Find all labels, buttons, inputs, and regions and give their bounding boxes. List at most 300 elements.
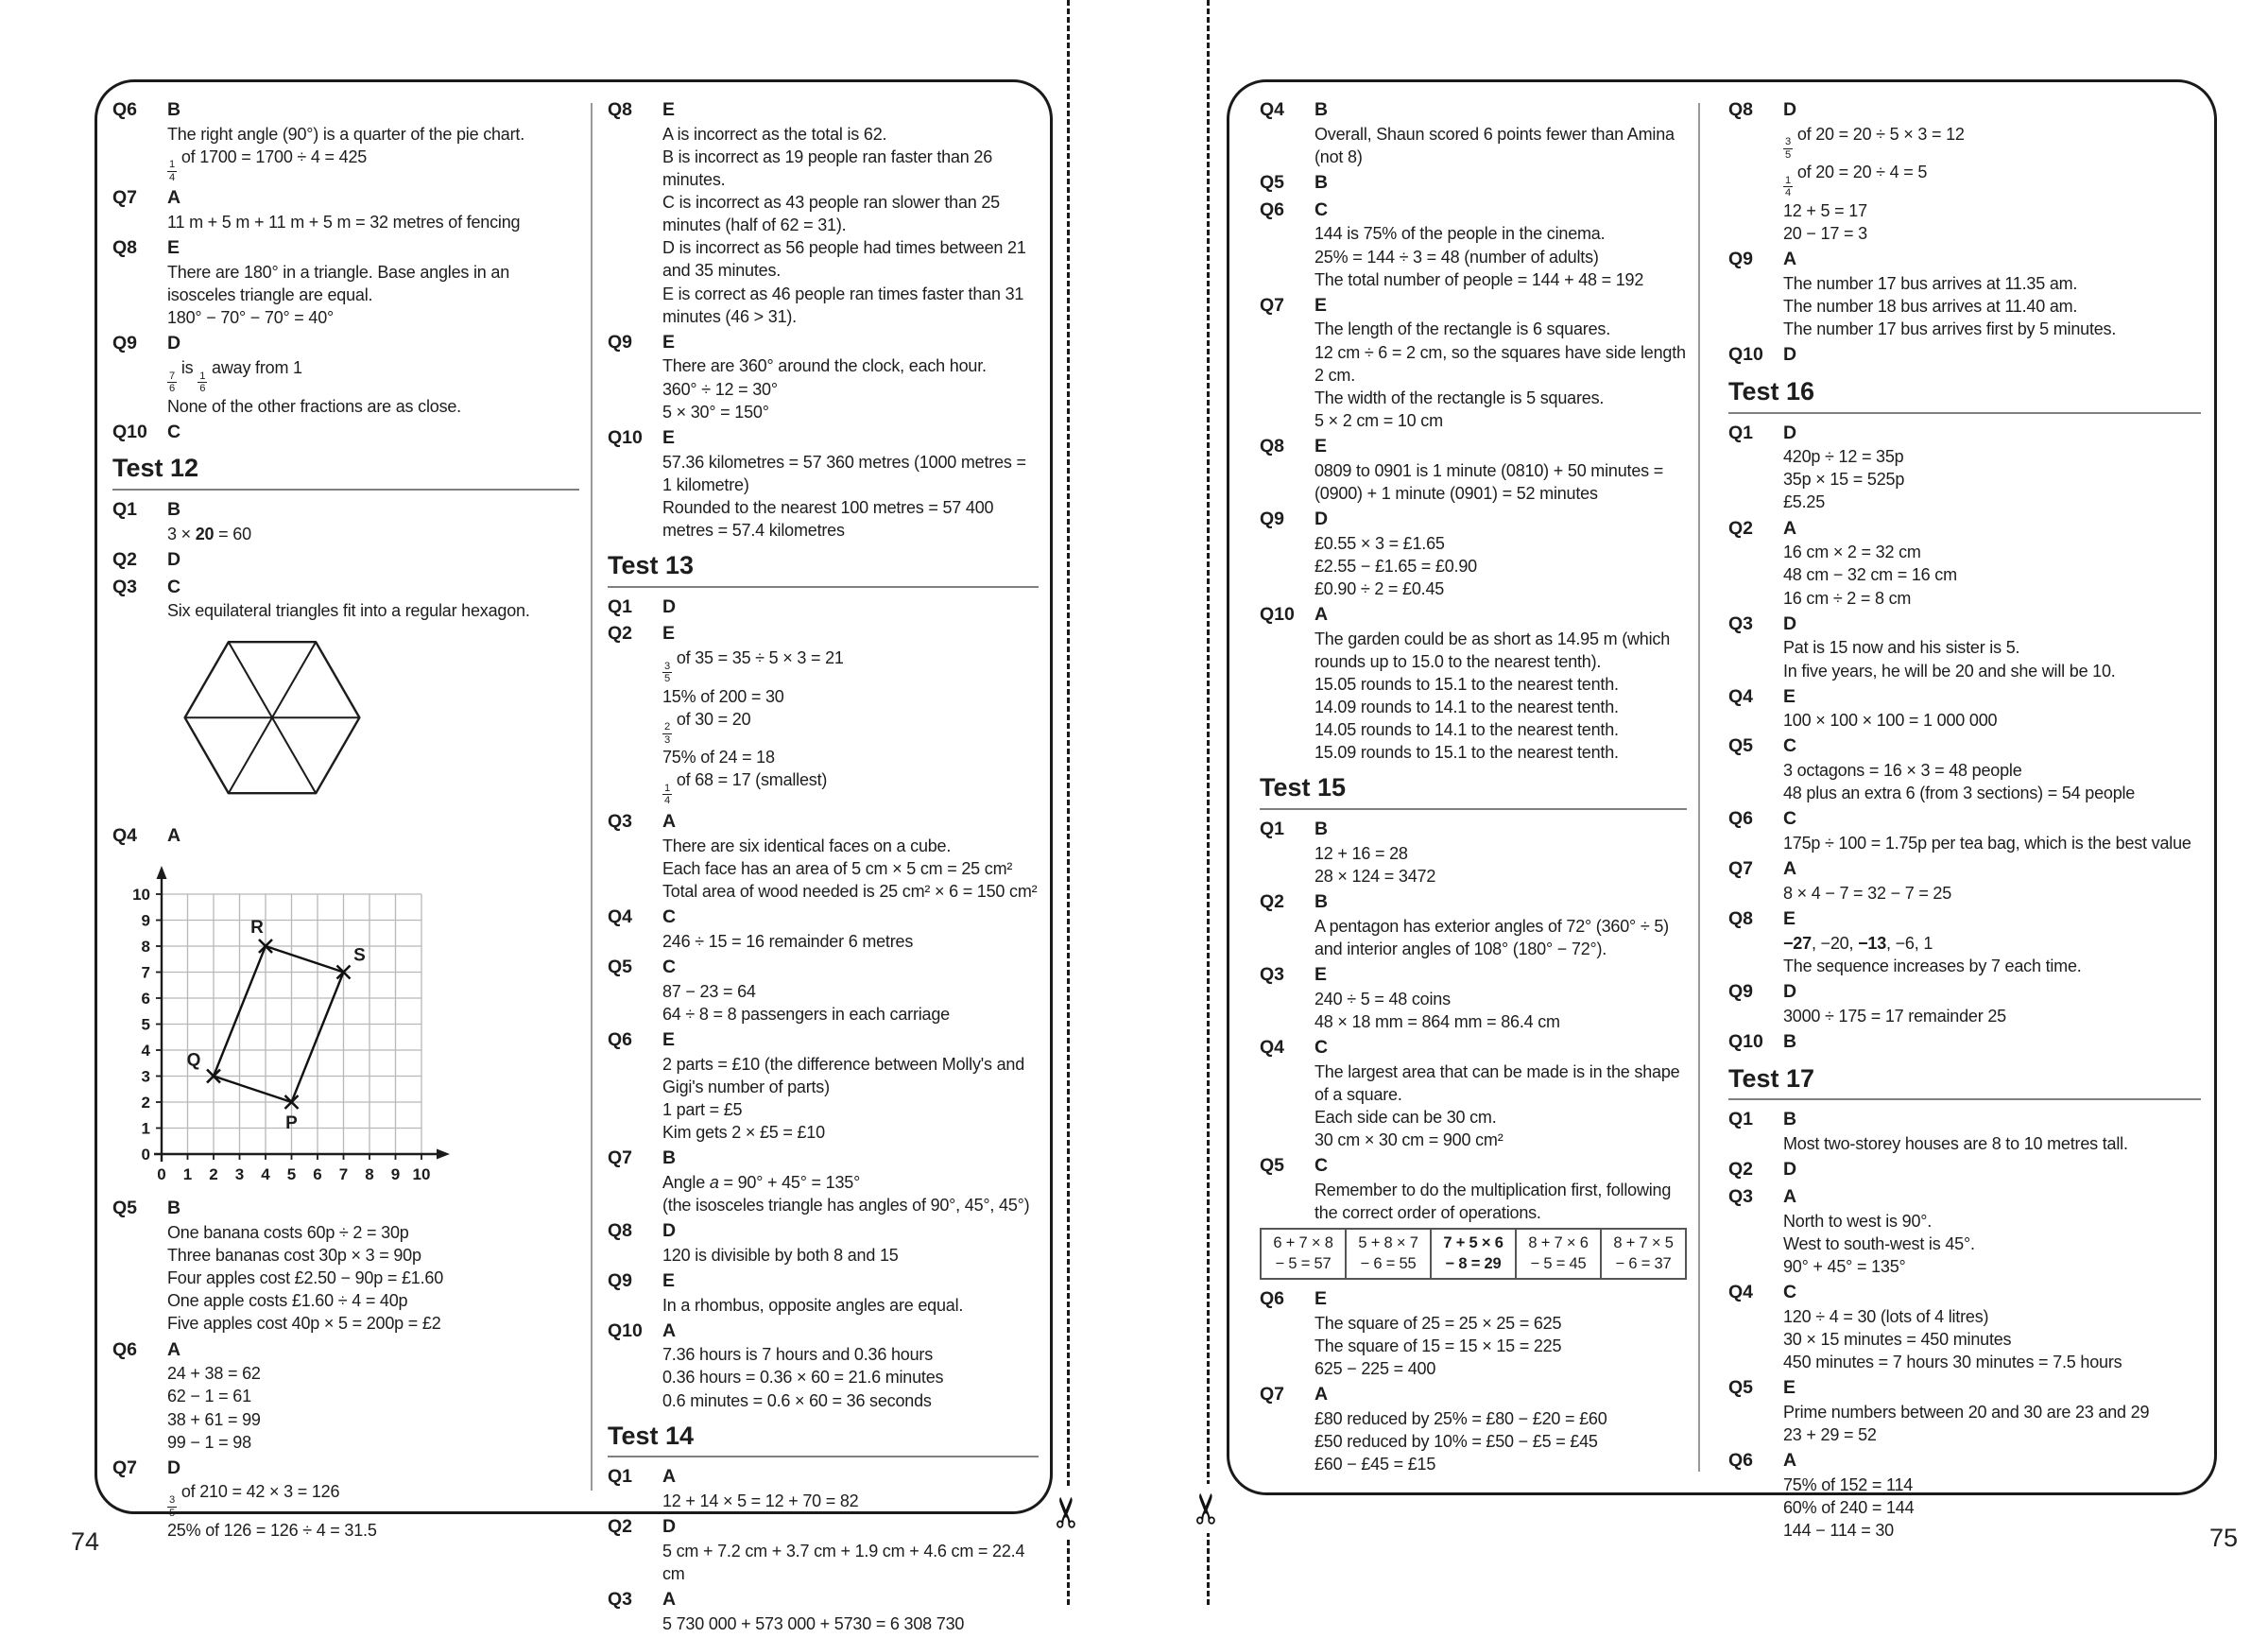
answer-letter: D: [662, 595, 677, 617]
question-number: Q10: [1260, 604, 1295, 626]
answer-item: [1260, 294, 1687, 432]
explanation-line: C is incorrect as 43 people ran slower than 25 minutes (half of 62 = 31).: [662, 193, 1000, 235]
question-number: Q10: [608, 426, 643, 448]
answer-item: [112, 236, 579, 329]
answer-item: [1728, 422, 2201, 514]
explanation-line: 11 m + 5 m + 11 m + 5 m = 32 metres of fencing: [167, 213, 521, 233]
answer-body: [662, 1028, 1039, 1144]
answer-item: [1728, 1108, 2201, 1155]
answer-item: [1728, 1449, 2201, 1542]
answer-body: [662, 595, 1039, 620]
explanation-line: $\frac{1}{4}$ of 1700 = 1700 ÷ 4 = 425: [169, 147, 368, 183]
answer-letter: C: [1314, 198, 1329, 220]
question-number: Q6: [1728, 1449, 1754, 1471]
answer-letter: C: [662, 956, 677, 977]
answers-column-1: [112, 97, 579, 1544]
explanation-line: £80 reduced by 25% = £80 − £20 = £60: [1314, 1408, 1607, 1428]
answer-item: [608, 595, 1039, 620]
answer-letter: E: [662, 331, 676, 353]
answer-item: [112, 1197, 579, 1335]
explanation-line: 120 is divisible by both 8 and 15: [662, 1245, 899, 1265]
answer-item: [608, 956, 1039, 1026]
answer-body: [1314, 435, 1687, 505]
explanation-line: West to south-west is 45°.: [1783, 1233, 1975, 1253]
fraction: $\frac{2}{3}$: [664, 721, 671, 746]
fraction: $\frac{3}{5}$: [169, 1494, 176, 1519]
answer-letter: C: [167, 576, 181, 597]
explanation-line: $\frac{1}{4}$ of 20 = 20 ÷ 4 = 5: [1785, 163, 1928, 199]
svg-text:8: 8: [365, 1165, 374, 1184]
question-number: Q5: [112, 1198, 138, 1219]
answer-letter: E: [1314, 1287, 1328, 1309]
answer-body: [1314, 963, 1687, 1033]
answer-letter: D: [167, 1457, 181, 1478]
answer-letter: B: [1314, 819, 1329, 840]
explanation-line: 23 + 29 = 52: [1783, 1424, 1877, 1444]
question-number: Q4: [112, 824, 138, 846]
coordinate-grid-diagram: [124, 853, 579, 1189]
answer-body: [1314, 1383, 1687, 1475]
explanation-line: 28 × 124 = 3472: [1314, 866, 1436, 886]
answer-item: [1260, 1287, 1687, 1380]
answer-body: [1783, 343, 2201, 368]
table-cell: 7 + 5 × 6 − 8 = 29: [1431, 1229, 1516, 1279]
answer-item: [608, 1465, 1039, 1512]
explanation-line: 38 + 61 = 99: [167, 1409, 261, 1429]
test-section-header: Test 14: [608, 1415, 1039, 1458]
question-number: Q6: [1260, 198, 1285, 220]
answers-column-3: [1260, 97, 1687, 1478]
scissors-icon: ✂: [1043, 1488, 1092, 1537]
explanation-line: 246 ÷ 15 = 16 remainder 6 metres: [662, 931, 914, 951]
svg-text:7: 7: [338, 1165, 349, 1184]
svg-text:4: 4: [141, 1042, 150, 1060]
answer-body: [1314, 1154, 1687, 1224]
svg-text:R: R: [250, 918, 264, 939]
answer-body: [1783, 980, 2201, 1027]
answer-letter: D: [1783, 422, 1797, 443]
question-number: Q4: [1260, 1036, 1285, 1058]
explanation-line: £0.55 × 3 = £1.65: [1314, 533, 1445, 553]
answer-item: [608, 426, 1039, 542]
answer-letter: B: [167, 99, 181, 120]
question-number: Q8: [112, 237, 138, 259]
svg-text:5: 5: [141, 1015, 150, 1034]
answer-item: [608, 1147, 1039, 1216]
explanation-line: 14.09 rounds to 14.1 to the nearest tenth.: [1314, 698, 1619, 717]
explanation-line: (the isosceles triangle has angles of 90°, 45°, 45°): [662, 1195, 1030, 1215]
explanation-line: The garden could be as short as 14.95 m (which rounds up to 15.0 to the nearest tenth).: [1314, 629, 1671, 671]
explanation-line: The right angle (90°) is a quarter of the pie chart.: [167, 124, 525, 144]
answer-item: [1728, 907, 2201, 977]
svg-text:3: 3: [234, 1165, 245, 1184]
explanation-line: 5 cm + 7.2 cm + 3.7 cm + 1.9 cm + 4.6 cm = 22.4 cm: [662, 1541, 1025, 1584]
explanation-line: 360° ÷ 12 = 30°: [662, 379, 778, 399]
explanation-line: £60 − £45 = £15: [1314, 1455, 1436, 1474]
explanation-line: 5 × 2 cm = 10 cm: [1314, 410, 1443, 430]
answer-body: [167, 498, 579, 545]
explanation-line: $\frac{1}{4}$ of 68 = 17 (smallest): [664, 770, 828, 807]
answer-body: [167, 576, 579, 623]
answer-item: [1260, 963, 1687, 1033]
answer-body: [1783, 685, 2201, 733]
answer-body: [662, 1588, 1039, 1635]
explanation-line: $\frac{3}{5}$ of 20 = 20 ÷ 5 × 3 = 12: [1785, 124, 1965, 161]
answer-letter: A: [167, 187, 181, 209]
fraction: $\frac{1}{6}$: [199, 370, 206, 395]
explanation-line: Angle a = 90° + 45° = 135°: [662, 1172, 861, 1192]
answer-body: [662, 98, 1039, 328]
answer-body: [662, 810, 1039, 903]
explanation-line: 5 × 30° = 150°: [662, 402, 769, 422]
svg-text:2: 2: [141, 1094, 150, 1112]
answer-item: [1728, 1030, 2201, 1055]
answer-item: [1728, 857, 2201, 905]
question-number: Q7: [1260, 1384, 1285, 1405]
question-number: Q1: [1260, 819, 1285, 840]
question-number: Q2: [1260, 891, 1285, 913]
answer-item: [1728, 612, 2201, 682]
answer-item: [1260, 98, 1687, 168]
answer-body: [1783, 857, 2201, 905]
answer-body: [167, 548, 579, 573]
answer-letter: D: [1783, 612, 1797, 634]
explanation-line: The length of the rectangle is 6 squares.: [1314, 319, 1610, 339]
explanation-line: 30 × 15 minutes = 450 minutes: [1783, 1329, 2012, 1349]
answer-letter: C: [1314, 1036, 1329, 1058]
answer-letter: E: [662, 1269, 676, 1291]
question-number: Q1: [608, 1466, 633, 1488]
explanation-line: Pat is 15 now and his sister is 5.: [1783, 638, 2020, 658]
answer-letter: D: [1783, 344, 1797, 366]
explanation-line: $\frac{3}{5}$ of 210 = 42 × 3 = 126: [169, 1482, 340, 1519]
answer-item: [112, 498, 579, 545]
answer-body: [1314, 98, 1687, 168]
question-number: Q6: [608, 1028, 633, 1050]
explanation-line: 1 part = £5: [662, 1099, 743, 1119]
answer-item: [608, 98, 1039, 328]
answer-item: [1260, 171, 1687, 196]
explanation-line: 12 + 14 × 5 = 12 + 70 = 82: [662, 1491, 859, 1511]
svg-text:8: 8: [141, 938, 150, 957]
svg-text:1: 1: [182, 1165, 193, 1184]
answer-item: [1260, 198, 1687, 291]
explanation-line: 175p ÷ 100 = 1.75p per tea bag, which is the best value: [1783, 834, 2191, 853]
answer-body: [1783, 517, 2201, 610]
question-number: Q9: [1728, 981, 1754, 1003]
answer-letter: A: [1314, 1384, 1329, 1405]
answer-letter: A: [1783, 1449, 1797, 1471]
answer-body: [662, 1465, 1039, 1512]
explanation-line: The number 18 bus arrives at 11.40 am.: [1783, 296, 2078, 316]
answer-letter: B: [1783, 1030, 1797, 1052]
answer-letter: A: [1314, 604, 1329, 626]
answer-body: [1314, 171, 1687, 196]
question-number: Q7: [112, 187, 138, 209]
question-number: Q6: [112, 1338, 138, 1360]
explanation-line: None of the other fractions are as close.: [167, 396, 461, 416]
explanation-line: 100 × 100 × 100 = 1 000 000: [1783, 711, 1998, 731]
answer-body: [1783, 422, 2201, 514]
svg-text:10: 10: [132, 886, 150, 905]
answer-letter: B: [662, 1147, 677, 1168]
question-number: Q4: [1260, 99, 1285, 120]
explanation-line: Remember to do the multiplication first, following the correct order of operations.: [1314, 1180, 1672, 1222]
question-number: Q8: [608, 1219, 633, 1241]
explanation-line: 48 plus an extra 6 (from 3 sections) = 54 people: [1783, 784, 2136, 803]
answer-item: [112, 186, 579, 233]
page-number-right: 75: [2209, 1524, 2239, 1552]
explanation-line: The square of 25 = 25 × 25 = 625: [1314, 1313, 1562, 1333]
svg-text:3: 3: [141, 1067, 150, 1086]
answer-body: [662, 1269, 1039, 1317]
explanation-line: £50 reduced by 10% = £50 − £5 = £45: [1314, 1431, 1598, 1451]
explanation-line: 35p × 15 = 525p: [1783, 470, 1905, 490]
answer-body: [1783, 734, 2201, 804]
table-row: [1261, 1229, 1686, 1279]
explanation-line: 120 ÷ 4 = 30 (lots of 4 litres): [1783, 1306, 1989, 1326]
explanation-line: In five years, he will be 20 and she will be 10.: [1783, 661, 2116, 681]
explanation-line: 12 cm ÷ 6 = 2 cm, so the squares have side length 2 cm.: [1314, 342, 1686, 385]
question-number: Q5: [1728, 735, 1754, 757]
answer-body: [662, 426, 1039, 542]
question-number: Q5: [1260, 171, 1285, 193]
answer-item: [1728, 248, 2201, 340]
explanation-line: 12 + 5 = 17: [1783, 200, 1867, 220]
answer-body: [662, 1219, 1039, 1267]
explanation-line: 20 − 17 = 3: [1783, 223, 1867, 243]
answer-body: [1314, 294, 1687, 432]
answer-item: [608, 1588, 1039, 1635]
question-number: Q3: [1260, 964, 1285, 986]
answer-letter: B: [167, 499, 181, 521]
test-section-header: Test 15: [1260, 767, 1687, 810]
explanation-line: 15.09 rounds to 15.1 to the nearest tenth.: [1314, 743, 1619, 763]
explanation-line: 180° − 70° − 70° = 40°: [167, 308, 335, 328]
answer-letter: A: [662, 810, 677, 832]
answer-letter: C: [1783, 735, 1797, 757]
explanation-line: E is correct as 46 people ran times faster than 31 minutes (46 > 31).: [662, 284, 1024, 326]
explanation-line: 62 − 1 = 61: [167, 1387, 251, 1406]
question-number: Q1: [112, 499, 138, 521]
fraction: $\frac{1}{4}$: [1785, 174, 1792, 199]
question-number: Q2: [608, 1516, 633, 1538]
answer-body: [167, 186, 579, 233]
answer-letter: E: [1783, 908, 1796, 930]
question-number: Q8: [1728, 908, 1754, 930]
svg-text:0: 0: [157, 1165, 166, 1184]
explanation-line: Total area of wood needed is 25 cm² × 6 = 150 cm²: [662, 881, 1038, 901]
explanation-line: North to west is 90°.: [1783, 1211, 1933, 1231]
answer-body: [1314, 1036, 1687, 1151]
svg-text:9: 9: [390, 1165, 401, 1184]
answer-item: [608, 1319, 1039, 1412]
answer-letter: A: [662, 1319, 677, 1341]
answer-letter: E: [1314, 294, 1328, 316]
answer-item: [112, 421, 579, 445]
answer-item: [608, 331, 1039, 423]
answer-item: [1260, 1154, 1687, 1224]
svg-text:S: S: [353, 945, 366, 966]
answer-letter: E: [1783, 685, 1796, 707]
question-number: Q3: [1728, 1185, 1754, 1207]
question-number: Q9: [1260, 508, 1285, 529]
answer-item: [608, 1515, 1039, 1585]
answer-body: [1783, 248, 2201, 340]
answer-body: [1783, 1158, 2201, 1182]
answer-body: [167, 98, 579, 183]
explanation-line: In a rhombus, opposite angles are equal.: [662, 1295, 964, 1315]
answer-body: [662, 1515, 1039, 1585]
explanation-line: 16 cm ÷ 2 = 8 cm: [1783, 588, 1912, 608]
answer-item: [1260, 818, 1687, 888]
cut-line-right: [1207, 0, 1210, 1605]
answer-item: [1260, 890, 1687, 960]
answer-letter: A: [1783, 1185, 1797, 1207]
explanation-line: 48 cm − 32 cm = 16 cm: [1783, 565, 1957, 585]
answer-letter: A: [662, 1466, 677, 1488]
hexagon-figure: [167, 629, 377, 812]
answer-body: [662, 1319, 1039, 1412]
question-number: Q7: [608, 1147, 633, 1168]
explanation-line: The sequence increases by 7 each time.: [1783, 956, 2082, 975]
explanation-line: 12 + 16 = 28: [1314, 843, 1408, 863]
question-number: Q3: [1728, 612, 1754, 634]
table-cell: 8 + 7 × 6 − 5 = 45: [1516, 1229, 1601, 1279]
explanation-line: 57.36 kilometres = 57 360 metres (1000 metres = 1 kilometre): [662, 452, 1026, 494]
answer-letter: E: [662, 426, 676, 448]
explanation-line: $\frac{7}{6}$ is $\frac{1}{6}$ away from 1: [169, 358, 302, 395]
explanation-line: There are 180° in a triangle. Base angles in an isosceles triangle are equal.: [167, 262, 510, 305]
column-divider: [1698, 103, 1700, 1472]
svg-text:7: 7: [141, 963, 150, 982]
svg-text:1: 1: [141, 1119, 150, 1138]
question-number: Q9: [1728, 249, 1754, 270]
page-right: [1227, 79, 2217, 1540]
answer-letter: A: [1783, 249, 1797, 270]
answer-item: [1728, 343, 2201, 368]
question-number: Q10: [1728, 1030, 1763, 1052]
question-number: Q6: [1260, 1287, 1285, 1309]
answer-letter: C: [1314, 1155, 1329, 1177]
answer-body: [1783, 1281, 2201, 1373]
explanation-line: The width of the rectangle is 5 squares.: [1314, 388, 1605, 407]
answer-item: [1728, 1185, 2201, 1278]
svg-text:0: 0: [141, 1146, 150, 1164]
answer-body: [1314, 508, 1687, 600]
answer-item: [1728, 1158, 2201, 1182]
explanation-line: Kim gets 2 × £5 = £10: [662, 1122, 825, 1142]
order-of-operations-table: [1260, 1228, 1687, 1280]
explanation-line: D is incorrect as 56 people had times between 21 and 35 minutes.: [662, 238, 1026, 281]
hexagon-diagram: [167, 629, 579, 817]
explanation-line: 15.05 rounds to 15.1 to the nearest tenth.: [1314, 675, 1619, 694]
answer-letter: B: [1783, 1109, 1797, 1130]
explanation-line: 75% of 24 = 18: [662, 748, 775, 767]
answer-item: [112, 98, 579, 183]
answer-item: [608, 1269, 1039, 1317]
question-number: Q7: [1728, 858, 1754, 880]
answer-item: [608, 905, 1039, 953]
answer-letter: B: [1314, 891, 1329, 913]
table-cell: 5 + 8 × 7 − 6 = 55: [1346, 1229, 1431, 1279]
question-number: Q5: [1260, 1155, 1285, 1177]
answer-letter: E: [662, 1028, 676, 1050]
explanation-line: 7.36 hours is 7 hours and 0.36 hours: [662, 1345, 933, 1365]
answer-letter: D: [167, 548, 181, 570]
explanation-line: 90° + 45° = 135°: [1783, 1256, 1906, 1276]
question-number: Q2: [112, 548, 138, 570]
answer-body: [1314, 818, 1687, 888]
explanation-line: 0.36 hours = 0.36 × 60 = 21.6 minutes: [662, 1368, 944, 1388]
answer-item: [608, 810, 1039, 903]
svg-text:2: 2: [209, 1165, 218, 1184]
question-number: Q3: [608, 810, 633, 832]
question-number: Q10: [112, 421, 147, 442]
question-number: Q7: [1260, 294, 1285, 316]
explanation-line: There are six identical faces on a cube.: [662, 836, 952, 855]
answers-column-4: [1728, 97, 2201, 1544]
question-number: Q5: [608, 956, 633, 977]
explanation-line: Four apples cost £2.50 − 90p = £1.60: [167, 1268, 444, 1288]
explanation-line: 3 octagons = 16 × 3 = 48 people: [1783, 761, 2022, 781]
answer-letter: D: [662, 1516, 677, 1538]
question-number: Q9: [112, 333, 138, 354]
answer-item: [1260, 508, 1687, 600]
test-section-header: Test 12: [112, 447, 579, 491]
answer-item: [1728, 517, 2201, 610]
explanation-line: 14.05 rounds to 14.1 to the nearest tenth.: [1314, 720, 1619, 740]
answer-body: [167, 1457, 579, 1542]
table-cell: 6 + 7 × 8 − 5 = 57: [1261, 1229, 1346, 1279]
cut-line-left: [1067, 0, 1070, 1605]
answer-body: [662, 1147, 1039, 1216]
answer-item: [1260, 435, 1687, 505]
answer-body: [662, 622, 1039, 807]
answer-item: [112, 1457, 579, 1542]
answer-item: [112, 1338, 579, 1454]
answer-body: [167, 332, 579, 417]
svg-text:4: 4: [261, 1165, 270, 1184]
question-number: Q9: [608, 331, 633, 353]
question-number: Q3: [608, 1589, 633, 1611]
explanation-line: 48 × 18 mm = 864 mm = 86.4 cm: [1314, 1011, 1560, 1031]
svg-text:6: 6: [313, 1165, 322, 1184]
explanation-line: $\frac{3}{5}$ of 35 = 35 ÷ 5 × 3 = 21: [664, 648, 844, 685]
answer-body: [1783, 1376, 2201, 1446]
explanation-line: The number 17 bus arrives first by 5 minutes.: [1783, 319, 2117, 338]
answer-body: [1783, 612, 2201, 682]
answer-letter: D: [1314, 508, 1329, 529]
answer-item: [608, 1219, 1039, 1267]
answer-body: [1783, 1185, 2201, 1278]
test-section-header: Test 16: [1728, 371, 2201, 414]
answer-body: [662, 331, 1039, 423]
scissors-icon: ✂: [1183, 1484, 1232, 1533]
explanation-line: A is incorrect as the total is 62.: [662, 124, 887, 144]
question-number: Q7: [112, 1457, 138, 1478]
question-number: Q2: [1728, 517, 1754, 539]
question-number: Q4: [1728, 685, 1754, 707]
explanation-line: Six equilateral triangles fit into a regular hexagon.: [167, 601, 530, 621]
answer-item: [112, 332, 579, 417]
page-number-left: 74: [71, 1527, 100, 1556]
explanation-line: 64 ÷ 8 = 8 passengers in each carriage: [662, 1004, 950, 1024]
explanation-line: The square of 15 = 15 × 15 = 225: [1314, 1336, 1562, 1355]
answer-letter: B: [1314, 171, 1329, 193]
question-number: Q1: [1728, 422, 1754, 443]
answer-letter: C: [1783, 1281, 1797, 1302]
